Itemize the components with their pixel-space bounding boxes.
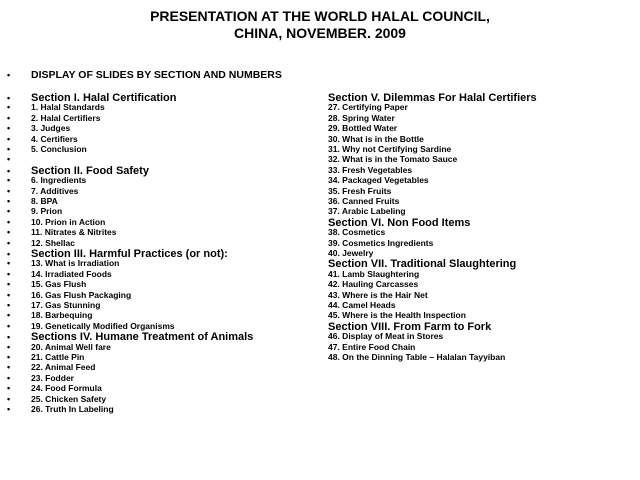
list-item: 18. Barbequing bbox=[31, 310, 93, 321]
list-item: 17. Gas Stunning bbox=[31, 300, 101, 310]
bullet: • bbox=[7, 332, 11, 343]
section-heading: Section VIII. From Farm to Fork bbox=[328, 320, 492, 333]
list-item: 36. Canned Fruits bbox=[328, 196, 400, 206]
bullet: • bbox=[7, 196, 11, 206]
list-item: 32. What is in the Tomato Sauce bbox=[328, 154, 458, 165]
list-item: 40. Jewelry bbox=[328, 248, 374, 258]
bullet: • bbox=[7, 320, 11, 331]
list-item: 12. Shellac bbox=[31, 237, 75, 248]
list-item: 41. Lamb Slaughtering bbox=[328, 268, 420, 279]
bullet: • bbox=[7, 102, 11, 113]
section-heading: Section III. Harmful Practices (or not): bbox=[31, 248, 228, 260]
list-item: 44. Camel Heads bbox=[328, 300, 396, 310]
bullet: • bbox=[7, 112, 11, 123]
list-item: 20. Animal Well fare bbox=[31, 341, 111, 352]
bullet: • bbox=[7, 300, 11, 310]
list-item: 39. Cosmetics Ingredients bbox=[328, 237, 434, 248]
bullet: • bbox=[7, 216, 11, 227]
bullet: • bbox=[7, 154, 11, 165]
list-item: 46. Display of Meat in Stores bbox=[328, 331, 444, 342]
list-item: 13. What is Irradiation bbox=[31, 258, 120, 269]
list-item: 5. Conclusion bbox=[31, 144, 87, 154]
bullet: • bbox=[7, 404, 11, 414]
bullet: • bbox=[7, 249, 11, 259]
bullet: • bbox=[7, 175, 11, 186]
bullet: • bbox=[7, 268, 11, 279]
section-heading: Section V. Dilemmas For Halal Certifiers bbox=[328, 92, 537, 104]
title-line-1: PRESENTATION AT THE WORLD HALAL COUNCIL, bbox=[150, 8, 490, 24]
list-item: 30. What is in the Bottle bbox=[328, 133, 424, 144]
list-item: 1. Halal Standards bbox=[31, 102, 105, 113]
list-item: 48. On the Dinning Table – Halalan Tayyiban bbox=[328, 352, 506, 362]
bullet: • bbox=[7, 144, 11, 154]
bullet: • bbox=[7, 165, 11, 176]
list-item: 14. Irradiated Foods bbox=[31, 268, 112, 279]
list-item: 42. Hauling Carcasses bbox=[328, 279, 419, 290]
list-item: 33. Fresh Vegetables bbox=[328, 164, 413, 175]
section-heading: Sections IV. Humane Treatment of Animals bbox=[31, 331, 254, 344]
bullet: • bbox=[7, 206, 11, 217]
list-item: 7. Additives bbox=[31, 185, 79, 196]
bullet: • bbox=[7, 352, 11, 362]
list-item: 21. Cattle Pin bbox=[31, 352, 85, 362]
section-heading: Section II. Food Safety bbox=[31, 164, 149, 177]
bullet: • bbox=[7, 237, 11, 248]
bullet: • bbox=[7, 383, 11, 394]
list-item: 38. Cosmetics bbox=[328, 227, 386, 238]
section-heading: Section VII. Traditional Slaughtering bbox=[328, 258, 517, 271]
bullet: • bbox=[7, 310, 11, 321]
list-item: 3. Judges bbox=[31, 123, 71, 134]
list-item: 6. Ingredients bbox=[31, 175, 87, 186]
bullet: • bbox=[7, 289, 11, 300]
list-item: 26. Truth In Labeling bbox=[31, 404, 114, 414]
list-item: 45. Where is the Health Inspection bbox=[328, 310, 466, 321]
list-item: 47. Entire Food Chain bbox=[328, 341, 416, 352]
bullet: • bbox=[7, 372, 11, 383]
bullet: • bbox=[7, 93, 11, 103]
list-item: 24. Food Formula bbox=[31, 383, 102, 394]
bullet: • bbox=[7, 393, 11, 404]
list-item: 28. Spring Water bbox=[328, 112, 395, 123]
list-item: 19. Genetically Modified Organisms bbox=[31, 320, 175, 331]
section-heading: Section VI. Non Food Items bbox=[328, 216, 471, 229]
list-item: 43. Where is the Hair Net bbox=[328, 289, 428, 300]
bullet: • bbox=[7, 227, 11, 238]
bullet: • bbox=[7, 123, 11, 134]
list-item: 23. Fodder bbox=[31, 372, 74, 383]
list-item: 31. Why not Certifying Sardine bbox=[328, 144, 452, 154]
bullet: • bbox=[7, 258, 11, 269]
page-title bbox=[0, 8, 640, 42]
list-item: 34. Packaged Vegetables bbox=[328, 175, 429, 186]
list-item: 27. Certifying Paper bbox=[328, 102, 408, 113]
list-item: 10. Prion in Action bbox=[31, 216, 106, 227]
section-heading: Section I. Halal Certification bbox=[31, 92, 177, 104]
bullet: • bbox=[7, 133, 11, 144]
title-line-2: CHINA, NOVEMBER. 2009 bbox=[234, 25, 406, 41]
lead-heading: DISPLAY OF SLIDES BY SECTION AND NUMBERS bbox=[31, 69, 282, 81]
list-item: 29. Bottled Water bbox=[328, 123, 398, 134]
list-item: 9. Prion bbox=[31, 206, 63, 217]
list-item: 22. Animal Feed bbox=[31, 362, 96, 373]
list-item: 25. Chicken Safety bbox=[31, 393, 107, 404]
list-item: 16. Gas Flush Packaging bbox=[31, 289, 132, 300]
list-item: 2. Halal Certifiers bbox=[31, 112, 101, 123]
list-item: 15. Gas Flush bbox=[31, 279, 87, 290]
list-item: 4. Certifiers bbox=[31, 133, 78, 144]
bullet: • bbox=[7, 185, 11, 196]
list-item: 8. BPA bbox=[31, 196, 58, 206]
bullet: • bbox=[7, 70, 11, 80]
list-item: 35. Fresh Fruits bbox=[328, 185, 392, 196]
bullet: • bbox=[7, 362, 11, 373]
list-item: 37. Arabic Labeling bbox=[328, 206, 406, 217]
bullet: • bbox=[7, 279, 11, 290]
list-item: 11. Nitrates & Nitrites bbox=[31, 227, 117, 238]
bullet: • bbox=[7, 341, 11, 352]
